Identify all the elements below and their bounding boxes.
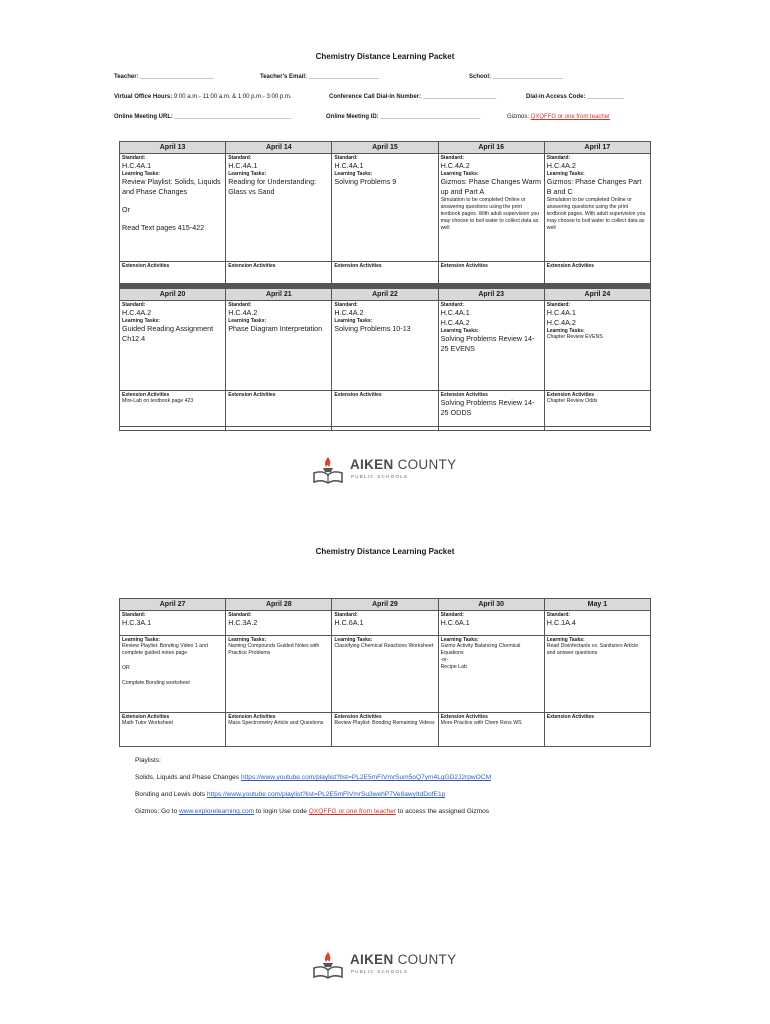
standard-label: Standard: [440, 155, 464, 161]
standard-label: Standard: [334, 612, 358, 618]
meeting-id-field: Online Meeting ID: ______________________________ [326, 114, 481, 120]
task-text: Phase Diagram Interpretation [228, 324, 323, 333]
extension-text: More Practice with Chem Rxns WS [440, 720, 522, 726]
day-header: April 30 [438, 599, 544, 611]
explorelearning-link[interactable]: www.explorelearning.com [178, 808, 255, 815]
extension-cell [438, 391, 544, 427]
extension-label: Extension Activities [440, 263, 488, 269]
teacher-field: Teacher: ______________________ [114, 74, 214, 80]
day-header: April 21 [226, 289, 332, 301]
conference-call-field: Conference Call Dial-in Number: ______________________ [329, 94, 497, 100]
task-text: Gizmos: Phase Changes Warm up and Part A [440, 177, 541, 196]
standard-cell [226, 611, 332, 636]
standard-label: Standard: [228, 302, 252, 308]
tasks-label: Learning Tasks: [334, 171, 373, 177]
aiken-county-logo [312, 455, 464, 485]
week1-header-row [120, 142, 651, 154]
torch-book-icon [312, 455, 344, 485]
standard-value: H.C.4A.2 [334, 308, 364, 317]
tasks-label: Learning Tasks: [228, 637, 267, 643]
day-cell [226, 154, 332, 262]
tasks-label: Learning Tasks: [546, 328, 585, 334]
extension-label: Extension Activities [122, 392, 170, 398]
extension-label: Extension Activities [228, 392, 276, 398]
tasks-label: Learning Tasks: [440, 328, 479, 334]
standard-label: Standard: [122, 302, 146, 308]
extension-cell [438, 713, 544, 747]
week1-extension-row [120, 262, 651, 284]
task-cell [438, 636, 544, 713]
task-text: Review Playlist: Solids, Liquids and Phase Changes [122, 177, 221, 196]
standard-label: Standard: [440, 302, 464, 308]
standard-value: H.C.3A.1 [122, 618, 152, 627]
extension-cell [332, 713, 438, 747]
task-text: Solving Problems Review 14-25 EVENS [440, 334, 535, 353]
day-cell [438, 301, 544, 391]
task-cell [544, 636, 650, 713]
gizmos-code: QXQFFG or one from teacher [308, 808, 396, 815]
day-header: April 28 [226, 599, 332, 611]
extension-cell [120, 262, 226, 284]
extension-cell [332, 391, 438, 427]
standard-value: H.C.4A.2 [440, 318, 470, 327]
logo-wordmark: AIKEN COUNTY [350, 952, 457, 967]
or-text: -or- [440, 657, 449, 663]
or-text: Or [122, 205, 130, 214]
school-field: School: _____________________ [469, 74, 563, 80]
week3-tasks-row [120, 636, 651, 713]
task-text: Gizmos: Phase Changes Part B and C [546, 177, 642, 196]
standard-label: Standard: [122, 612, 146, 618]
tasks-label: Learning Tasks: [440, 171, 479, 177]
extension-cell [544, 713, 650, 747]
logo-subtitle: PUBLIC SCHOOLS [351, 474, 409, 479]
standard-value: H.C.4A.1 [440, 308, 470, 317]
day-header: April 29 [332, 599, 438, 611]
standard-value: H.C.4A.1 [334, 161, 364, 170]
packet-title-2: Chemistry Distance Learning Packet [315, 547, 455, 556]
standard-label: Standard: [334, 155, 358, 161]
extension-label: Extension Activities [122, 714, 170, 720]
extension-cell [544, 391, 650, 427]
standard-value: H.C.4A.2 [440, 161, 470, 170]
tasks-label: Learning Tasks: [440, 637, 479, 643]
week3-standard-row [120, 611, 651, 636]
extension-label: Extension Activities [334, 714, 382, 720]
task-text: Recipe Lab [440, 664, 467, 670]
week2-tasks-row [120, 301, 651, 391]
day-header: May 1 [544, 599, 650, 611]
standard-value: H.C.4A.1 [228, 161, 258, 170]
extension-label: Extension Activities [228, 714, 276, 720]
office-hours-row [114, 94, 654, 104]
standard-value: H.C.4A.2 [228, 308, 258, 317]
standard-value: H.C.3A.2 [228, 618, 258, 627]
standard-value: H.C.4A.2 [546, 318, 576, 327]
standard-value: H.C.4A.1 [122, 161, 152, 170]
standard-value: H.C.4A.2 [122, 308, 152, 317]
task-text: Read Text pages 415-422 [122, 223, 205, 232]
standard-value: H.C.6A.1 [334, 618, 364, 627]
day-header: April 20 [120, 289, 226, 301]
standard-label: Standard: [546, 302, 571, 308]
task-text: Classifying Chemical Reactions Worksheet [334, 643, 434, 649]
tasks-label: Learning Tasks: [122, 171, 160, 177]
standard-cell [332, 611, 438, 636]
standard-label: Standard: [228, 155, 252, 161]
tasks-label: Learning Tasks: [122, 318, 160, 324]
torch-book-icon [312, 950, 344, 980]
extension-cell [438, 262, 544, 284]
aiken-county-logo-2 [312, 950, 464, 980]
schedule-table-week3 [119, 598, 651, 747]
tasks-label: Learning Tasks: [546, 637, 585, 643]
day-cell [120, 154, 226, 262]
standard-label: Standard: [122, 155, 146, 161]
day-cell [438, 154, 544, 262]
extension-text: Review Playlist: Bonding Remaining Videos [334, 720, 435, 726]
dial-in-code-field: Dial-in Access Code: ___________ [526, 94, 624, 100]
extension-label: Extension Activities [440, 392, 488, 398]
day-header: April 27 [120, 599, 226, 611]
task-text: Solving Problems 10-13 [334, 324, 411, 333]
extension-label: Extension Activities [228, 263, 276, 269]
task-text: Gizmo Activity Balancing Chemical Equations [440, 643, 521, 656]
standard-label: Standard: [228, 612, 252, 618]
task-text: Read Disinfectants vs. Sanitizers Article and answer questions [546, 643, 639, 656]
task-note: Simulation to be completed Online or answering questions using the print textbook pages. With adult supervision you may choose to boil water to collect data as well [440, 197, 540, 231]
standard-label: Standard: [440, 612, 464, 618]
week2-header-row [120, 289, 651, 301]
extension-cell [120, 713, 226, 747]
task-text: Guided Reading Assignment Ch12.4 [122, 324, 214, 343]
playlist-line-bonding [135, 791, 445, 798]
extension-cell [544, 262, 650, 284]
standard-value: H.C.4A.1 [546, 308, 576, 317]
playlist-link-phase[interactable]: https://www.youtube.com/playlist?list=PL2E5mFIVmrSum5oQ7ym4LgGD2J2rpwOCM [240, 774, 492, 781]
extension-label: Extension Activities [546, 714, 595, 720]
extension-label: Extension Activities [546, 392, 595, 398]
day-cell [332, 154, 438, 262]
extension-cell [120, 391, 226, 427]
playlist-label: Bonding and Lewis dots [135, 791, 206, 798]
day-cell [544, 301, 650, 391]
task-text: Review Playlist: Bonding Video 1 and complete guided notes page [122, 643, 208, 656]
week1-tasks-row [120, 154, 651, 262]
task-cell [120, 636, 226, 713]
standard-label: Standard: [546, 612, 571, 618]
or-text: OR [122, 665, 130, 671]
standard-cell [120, 611, 226, 636]
tasks-label: Learning Tasks: [122, 637, 160, 643]
day-cell [544, 154, 650, 262]
playlist-label: Solids, Liquids and Phase Changes [135, 774, 240, 781]
day-header: April 17 [544, 142, 650, 154]
week2-extension-row [120, 391, 651, 427]
day-header: April 22 [332, 289, 438, 301]
extension-label: Extension Activities [334, 392, 382, 398]
office-hours: Virtual Office Hours: 9:00 a.m.- 11:00 a.m. & 1:00 p.m.- 3:00 p.m. [114, 94, 292, 100]
extension-label: Extension Activities [440, 714, 488, 720]
table-tail [120, 427, 651, 431]
task-text: Reading for Understanding: Glass vs Sand [228, 177, 317, 196]
extension-label: Extension Activities [546, 263, 595, 269]
tasks-label: Learning Tasks: [228, 171, 267, 177]
packet-title: Chemistry Distance Learning Packet [315, 52, 455, 61]
week3-header-row [120, 599, 651, 611]
standard-cell [544, 611, 650, 636]
teacher-info-row [114, 74, 654, 84]
extension-text: Mass Spectrometry Article and Questions [228, 720, 324, 726]
standard-value: H.C.6A.1 [440, 618, 470, 627]
teacher-email-field: Teacher's Email: _____________________ [260, 74, 379, 80]
extension-text: Solving Problems Review 14-25 ODDS [440, 398, 535, 417]
playlist-line-phase [135, 774, 491, 781]
day-header: April 24 [544, 289, 650, 301]
task-text: Solving Problems 9 [334, 177, 397, 186]
task-cell [226, 636, 332, 713]
extension-cell [226, 391, 332, 427]
playlist-link-bonding[interactable]: https://www.youtube.com/playlist?list=PL2E5mFIVmrSu3wehP7Ve8awyItdDofE1p [206, 791, 446, 798]
day-cell [120, 301, 226, 391]
extension-text: Chapter Review Odds [546, 398, 598, 404]
task-text: Chapter Review EVENS [546, 334, 603, 340]
standard-label: Standard: [546, 155, 571, 161]
meeting-url-field: Online Meeting URL: ___________________________________ [114, 114, 292, 120]
standard-cell [438, 611, 544, 636]
extension-cell [226, 262, 332, 284]
gizmos-code-field: Gizmos: QXQFFG or one from teacher [507, 114, 611, 120]
day-cell [332, 301, 438, 391]
extension-text: Math Tutor Worksheet [122, 720, 173, 726]
standard-value: H.C.1A.4 [546, 618, 576, 627]
tasks-label: Learning Tasks: [334, 318, 373, 324]
tasks-label: Learning Tasks: [334, 637, 373, 643]
day-header: April 23 [438, 289, 544, 301]
logo-subtitle: PUBLIC SCHOOLS [351, 969, 409, 974]
extension-cell [332, 262, 438, 284]
tasks-label: Learning Tasks: [228, 318, 267, 324]
extension-label: Extension Activities [122, 263, 170, 269]
tasks-label: Learning Tasks: [546, 171, 585, 177]
meeting-row [114, 114, 654, 124]
week3-extension-row [120, 713, 651, 747]
standard-label: Standard: [334, 302, 358, 308]
task-cell [332, 636, 438, 713]
day-header: April 15 [332, 142, 438, 154]
schedule-table-week1-2 [119, 141, 651, 431]
task-text: Naming Compounds Guided Notes with Practice Problems [228, 643, 320, 656]
day-header: April 14 [226, 142, 332, 154]
extension-label: Extension Activities [334, 263, 382, 269]
day-header: April 13 [120, 142, 226, 154]
standard-value: H.C.4A.2 [546, 161, 576, 170]
extension-text: Mini-Lab on textbook page 423 [122, 398, 194, 404]
task-note: Simulation to be completed Online or answering questions using the print textbook pages. With adult supervision you may choose to boil water to collect data as well [546, 197, 646, 231]
logo-wordmark: AIKEN COUNTY [350, 457, 457, 472]
extension-cell [226, 713, 332, 747]
day-cell [226, 301, 332, 391]
day-header: April 16 [438, 142, 544, 154]
playlists-heading: Playlists: [135, 757, 162, 764]
gizmos-instructions: Gizmos: Go to www.explorelearning.com to login Use code QXQFFG or one from teacher to access the assigned Gizmos [135, 808, 490, 815]
task-text: Complete Bonding worksheet [122, 680, 190, 686]
